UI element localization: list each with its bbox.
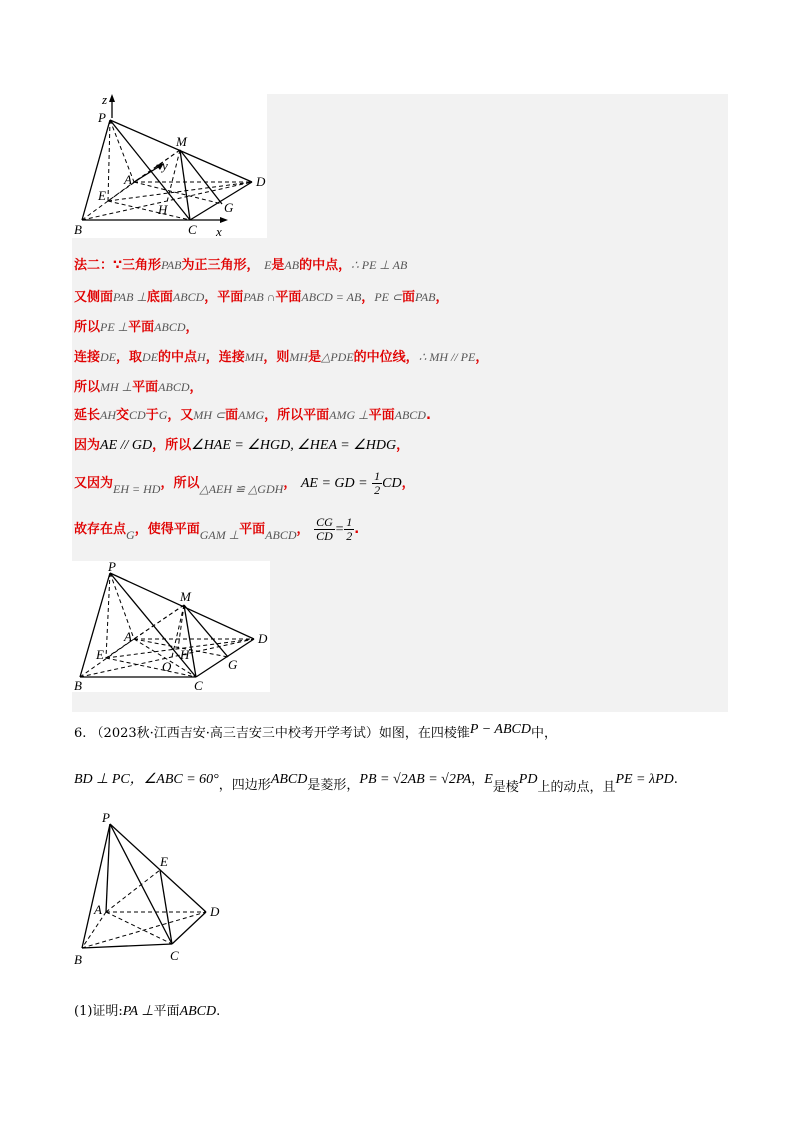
t: ，所以平面 [264, 408, 330, 423]
solution-line-4 [74, 346, 488, 365]
figure-2 [72, 561, 270, 692]
t: ，使得平面 [134, 522, 200, 537]
solution-line-9 [74, 516, 359, 543]
solution-line-2 [74, 286, 449, 305]
m: ABCD = AB [301, 290, 362, 304]
question-6-conditions [74, 768, 678, 795]
edge-BC [82, 944, 172, 948]
den: 2 [374, 483, 381, 497]
t: 面 [402, 290, 416, 305]
m: MH [289, 350, 309, 364]
label-P: P [98, 110, 106, 125]
edge-MH [167, 150, 180, 202]
m: PAB [415, 290, 436, 304]
num: 1 [374, 469, 381, 483]
m: G [126, 528, 135, 542]
question-number: 6. [74, 726, 87, 741]
t: 交 [116, 408, 130, 423]
m: MH ⊂ [193, 408, 226, 422]
t: ，又 [167, 408, 194, 423]
edge-PB [82, 120, 110, 220]
m: E [264, 258, 272, 272]
edge-CD [190, 182, 252, 220]
t: 的中点 [158, 350, 198, 365]
edge-MC [184, 605, 196, 677]
method-label: 法二： [74, 258, 114, 273]
t: 平面 [128, 320, 155, 335]
t: 的中点， [299, 258, 352, 273]
t: . [216, 1004, 221, 1019]
solution-line-6 [74, 404, 431, 423]
label-A: A [124, 629, 132, 644]
edge-CD [196, 639, 254, 677]
label-x: x [216, 224, 222, 238]
y-axis [134, 166, 160, 182]
t: ， [296, 522, 310, 537]
t: ，连接 [205, 350, 245, 365]
t: ，所以 [152, 438, 192, 453]
figure-1 [72, 94, 267, 238]
label-M: M [180, 589, 191, 604]
x-arrow [220, 217, 228, 223]
figure-3 [72, 808, 232, 970]
m: ∴ MH // PE [418, 350, 476, 364]
m: PA ⊥ [122, 1004, 154, 1019]
t: 上的动点，且 [537, 780, 616, 795]
t: ∵三角形 [113, 258, 162, 273]
t: 连接 [74, 350, 101, 365]
figure-3-svg [72, 808, 232, 970]
label-B: B [74, 952, 82, 967]
label-H: H [180, 647, 190, 662]
t: 为正三角形， [181, 258, 260, 273]
label-G: G [224, 200, 234, 215]
m: ABCD [179, 1004, 217, 1019]
label-H: H [158, 202, 168, 217]
m: △PDE [321, 350, 354, 364]
m: PB = √2AB = √2PA [359, 772, 472, 787]
m: ABCD [158, 380, 190, 394]
label-G: G [228, 657, 238, 672]
m: AH [100, 408, 117, 422]
m: PD [518, 772, 538, 787]
t: 是 [308, 350, 322, 365]
t: 所以 [74, 380, 101, 395]
label-E: E [160, 854, 168, 869]
m: △AEH ≌ △GDH [199, 482, 284, 496]
t: ，所以 [160, 476, 200, 491]
t: 中， [530, 726, 557, 741]
label-D: D [256, 174, 266, 189]
m: AB [284, 258, 300, 272]
t: 故存在点 [74, 522, 127, 537]
label-z: z [102, 94, 108, 107]
m: DE [142, 350, 159, 364]
label-D: D [210, 904, 220, 919]
m: H [197, 350, 206, 364]
m: GAM ⊥ [199, 528, 240, 542]
t: 所以 [74, 320, 101, 335]
t: 平面 [275, 290, 302, 305]
t: 平面 [153, 1004, 180, 1019]
m: = [334, 522, 345, 537]
fraction-half [372, 470, 382, 497]
t: 又因为 [74, 476, 114, 491]
edge-AC [106, 912, 172, 944]
m: BD ⊥ PC，∠ABC = 60° [74, 772, 219, 787]
num: 1 [346, 515, 353, 529]
m: PAB [161, 258, 182, 272]
t: ， [361, 290, 375, 305]
solution-line-7 [74, 434, 409, 454]
t: ， [471, 772, 485, 787]
label-B: B [74, 222, 82, 237]
m: ABCD [270, 772, 308, 787]
m: PAB ∩ [243, 290, 276, 304]
t: 因为 [74, 438, 101, 453]
fraction-cg-cd [314, 516, 335, 543]
den: 2 [346, 529, 353, 543]
question-6-header [74, 722, 557, 742]
m: AE = GD = [300, 476, 368, 491]
label-E: E [96, 647, 104, 662]
m: MH ⊥ [100, 380, 133, 394]
t: 平面 [368, 408, 395, 423]
m: G [158, 408, 168, 422]
t: ， [396, 438, 410, 453]
label-C: C [194, 678, 203, 692]
m: ABCD [154, 320, 186, 334]
question-6-part-1 [74, 1000, 220, 1020]
m: ABCD [394, 408, 426, 422]
t: 延长 [74, 408, 101, 423]
question-source: （2023秋·江西吉安·高三吉安三中校考开学考试）如图，在四棱锥 [90, 726, 470, 741]
m: AMG ⊥ [329, 408, 369, 422]
edge-PD [110, 824, 206, 912]
edge-PB [80, 573, 110, 677]
t: 面 [225, 408, 239, 423]
t: ， [283, 476, 297, 491]
t: 平面 [132, 380, 159, 395]
m: PE ⊂ [374, 290, 403, 304]
t: 又侧面 [74, 290, 114, 305]
z-arrow [109, 94, 115, 102]
solution-line-3 [74, 316, 199, 335]
edge-AG [134, 182, 222, 204]
edge-PB [82, 824, 110, 948]
t: 底面 [146, 290, 173, 305]
t: . [354, 522, 360, 537]
solution-line-8 [74, 470, 415, 497]
m: EH = HD [113, 482, 161, 496]
figure-2-svg [72, 561, 270, 692]
t: . [673, 772, 678, 787]
t: 是棱 [492, 780, 519, 795]
m: AE // GD [100, 438, 153, 453]
m: AMG [238, 408, 265, 422]
m: PE ⊥ [100, 320, 129, 334]
m: CD [129, 408, 146, 422]
t: ， [185, 320, 199, 335]
num: CG [316, 515, 333, 529]
solution-line-5 [74, 376, 203, 395]
t: ，则 [263, 350, 290, 365]
solution-line-1 [74, 254, 407, 273]
m: ABCD [265, 528, 297, 542]
m: PAB ⊥ [113, 290, 147, 304]
t: ， [189, 380, 203, 395]
t: 是菱形， [307, 778, 360, 793]
m: PE = λPD [615, 772, 674, 787]
label-M: M [176, 134, 187, 149]
edge-ME [106, 605, 184, 658]
t: 是 [271, 258, 285, 273]
label-C: C [170, 948, 179, 963]
t: 于 [145, 408, 159, 423]
label-A: A [124, 172, 132, 187]
t: ，取 [116, 350, 143, 365]
edge-CD [172, 912, 206, 944]
label-y: y [162, 158, 168, 173]
part-label: (1)证明: [74, 1004, 123, 1019]
fraction-half-2 [344, 516, 354, 543]
t: 平面 [239, 522, 266, 537]
t: . [425, 408, 431, 423]
m: ∠HAE = ∠HGD, ∠HEA = ∠HDG [191, 438, 397, 453]
t: ，平面 [204, 290, 244, 305]
m: ABCD [172, 290, 205, 304]
label-E: E [98, 188, 106, 203]
label-B: B [74, 678, 82, 692]
edge-PE [108, 120, 110, 201]
figure-1-svg [72, 94, 267, 238]
m: ∴ PE ⊥ AB [351, 258, 408, 272]
label-O: O [162, 659, 172, 674]
label-D: D [258, 631, 268, 646]
m: CD [382, 476, 402, 491]
m: MH [244, 350, 264, 364]
t: ， [401, 476, 415, 491]
t: 的中位线， [353, 350, 419, 365]
t: ，四边形 [218, 778, 271, 793]
m: E [484, 772, 493, 787]
label-C: C [188, 222, 197, 237]
label-P: P [102, 810, 110, 825]
den: CD [316, 529, 333, 543]
m: P − ABCD [469, 722, 531, 737]
label-A: A [94, 902, 102, 917]
m: DE [100, 350, 117, 364]
t: ， [435, 290, 449, 305]
t: ， [475, 350, 489, 365]
label-P: P [108, 561, 116, 574]
